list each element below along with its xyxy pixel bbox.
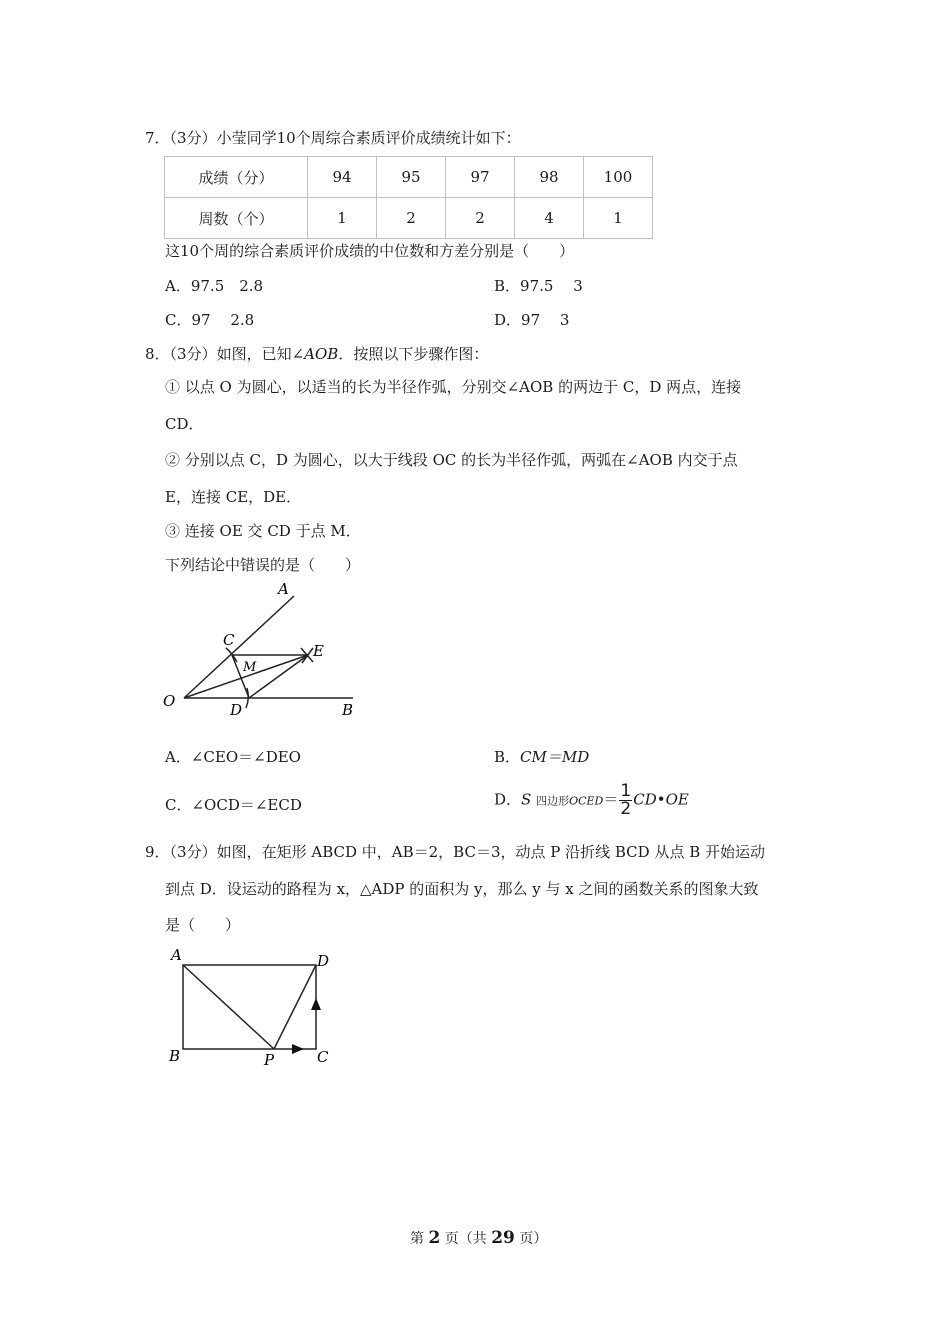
table-cell: 94 — [308, 157, 377, 198]
q8-figure — [160, 578, 370, 723]
footer-mid: 页（共 — [444, 1231, 487, 1247]
q8-option-c[interactable]: C．∠OCD＝∠ECD — [165, 796, 302, 814]
q7-score-table — [164, 156, 653, 239]
q8-option-d-tail: CD•OE — [633, 790, 689, 809]
q8-option-d-prefix: D． — [494, 790, 522, 809]
footer-pre: 第 — [410, 1231, 424, 1247]
q9-line2: 到点 D．设运动的路程为 x，△ADP 的面积为 y，那么 y 与 x 之间的函数关系的图象大致 — [165, 880, 759, 898]
q8-stem — [145, 343, 488, 364]
label-a: A — [171, 946, 182, 964]
q8-option-b-text: CM＝MD — [520, 748, 590, 766]
q8-stem-angle: AOB — [304, 345, 339, 363]
segment-pd — [274, 965, 316, 1049]
label-m: M — [243, 660, 257, 675]
label-c: C — [223, 631, 235, 649]
page-footer — [410, 1228, 547, 1248]
label-b: B — [169, 1047, 181, 1065]
arrow-right-icon — [292, 1044, 304, 1054]
ray-oa — [184, 596, 294, 698]
table-row — [165, 157, 653, 198]
segment-ap — [183, 965, 274, 1049]
q7-option-a[interactable]: A．97.5 2.8 — [165, 277, 264, 295]
q8-stem-pre: 8．（3分）如图，已知∠ — [145, 345, 305, 363]
label-o: O — [163, 692, 176, 710]
q7-option-d[interactable]: D．97 3 — [494, 311, 570, 329]
q7-question: 这10个周的综合素质评价成绩的中位数和方差分别是（ ） — [165, 242, 575, 260]
segment-de — [249, 655, 308, 698]
q7-option-b[interactable]: B．97.5 3 — [494, 277, 583, 295]
table-cell: 2 — [446, 198, 515, 239]
table-cell: 成绩（分） — [165, 157, 308, 198]
q8-option-b-prefix: B． — [494, 748, 521, 766]
table-cell: 2 — [377, 198, 446, 239]
table-cell: 95 — [377, 157, 446, 198]
footer-post: 页） — [519, 1231, 548, 1247]
q9-line1: 9．（3分）如图，在矩形 ABCD 中，AB＝2，BC＝3，动点 P 沿折线 BCD 从点 B 开始运动 — [145, 843, 766, 861]
q8-question: 下列结论中错误的是（ ） — [165, 556, 361, 574]
label-d: D — [230, 701, 243, 719]
q7-stem: 7．（3分）小莹同学10个周综合素质评价成绩统计如下： — [145, 129, 521, 147]
table-cell: 100 — [584, 157, 653, 198]
label-e: E — [313, 642, 324, 660]
q8-option-b[interactable] — [494, 746, 589, 767]
table-row — [165, 198, 653, 239]
q8-option-d-fraction — [619, 783, 632, 818]
q8-step2-line1: ② 分别以点 C，D 为圆心，以大于线段 OC 的长为半径作弧，两弧在∠AOB 内交于点 — [165, 451, 738, 469]
q8-option-d-sub-it: OCED — [569, 794, 604, 808]
table-cell: 98 — [515, 157, 584, 198]
footer-page-number: 2 — [428, 1228, 441, 1248]
q8-step1-line1: ① 以点 O 为圆心，以适当的长为半径作弧，分别交∠AOB 的两边于 C，D 两点，连接 — [165, 378, 742, 396]
q8-option-d-s: S — [521, 790, 532, 809]
label-p: P — [264, 1051, 275, 1069]
table-cell: 周数（个） — [165, 198, 308, 239]
q7-option-c[interactable]: C．97 2.8 — [165, 311, 255, 329]
footer-total-pages: 29 — [491, 1228, 515, 1248]
fraction-numerator: 1 — [620, 781, 632, 801]
q8-option-d[interactable] — [494, 783, 689, 818]
q8-option-a[interactable]: A．∠CEO＝∠DEO — [165, 748, 301, 766]
rectangle-abcd — [183, 965, 316, 1049]
arrow-up-icon — [311, 998, 321, 1010]
q8-stem-post: ．按照以下步骤作图： — [338, 345, 489, 363]
q9-line3: 是（ ） — [165, 916, 241, 934]
q8-step2-line2: E，连接 CE，DE． — [165, 488, 302, 506]
fraction-denominator: 2 — [620, 799, 632, 819]
q8-step1-line2: CD． — [165, 415, 204, 433]
label-d: D — [317, 952, 330, 970]
q8-option-d-eq: ＝ — [603, 790, 619, 809]
label-b: B — [342, 701, 354, 719]
table-cell: 1 — [584, 198, 653, 239]
table-cell: 1 — [308, 198, 377, 239]
label-a: A — [278, 580, 289, 598]
table-cell: 97 — [446, 157, 515, 198]
q9-figure — [160, 942, 340, 1072]
q8-step3: ③ 连接 OE 交 CD 于点 M． — [165, 522, 361, 540]
label-c: C — [317, 1048, 329, 1066]
table-cell: 4 — [515, 198, 584, 239]
q8-option-d-sub-cn: 四边形 — [536, 794, 570, 808]
